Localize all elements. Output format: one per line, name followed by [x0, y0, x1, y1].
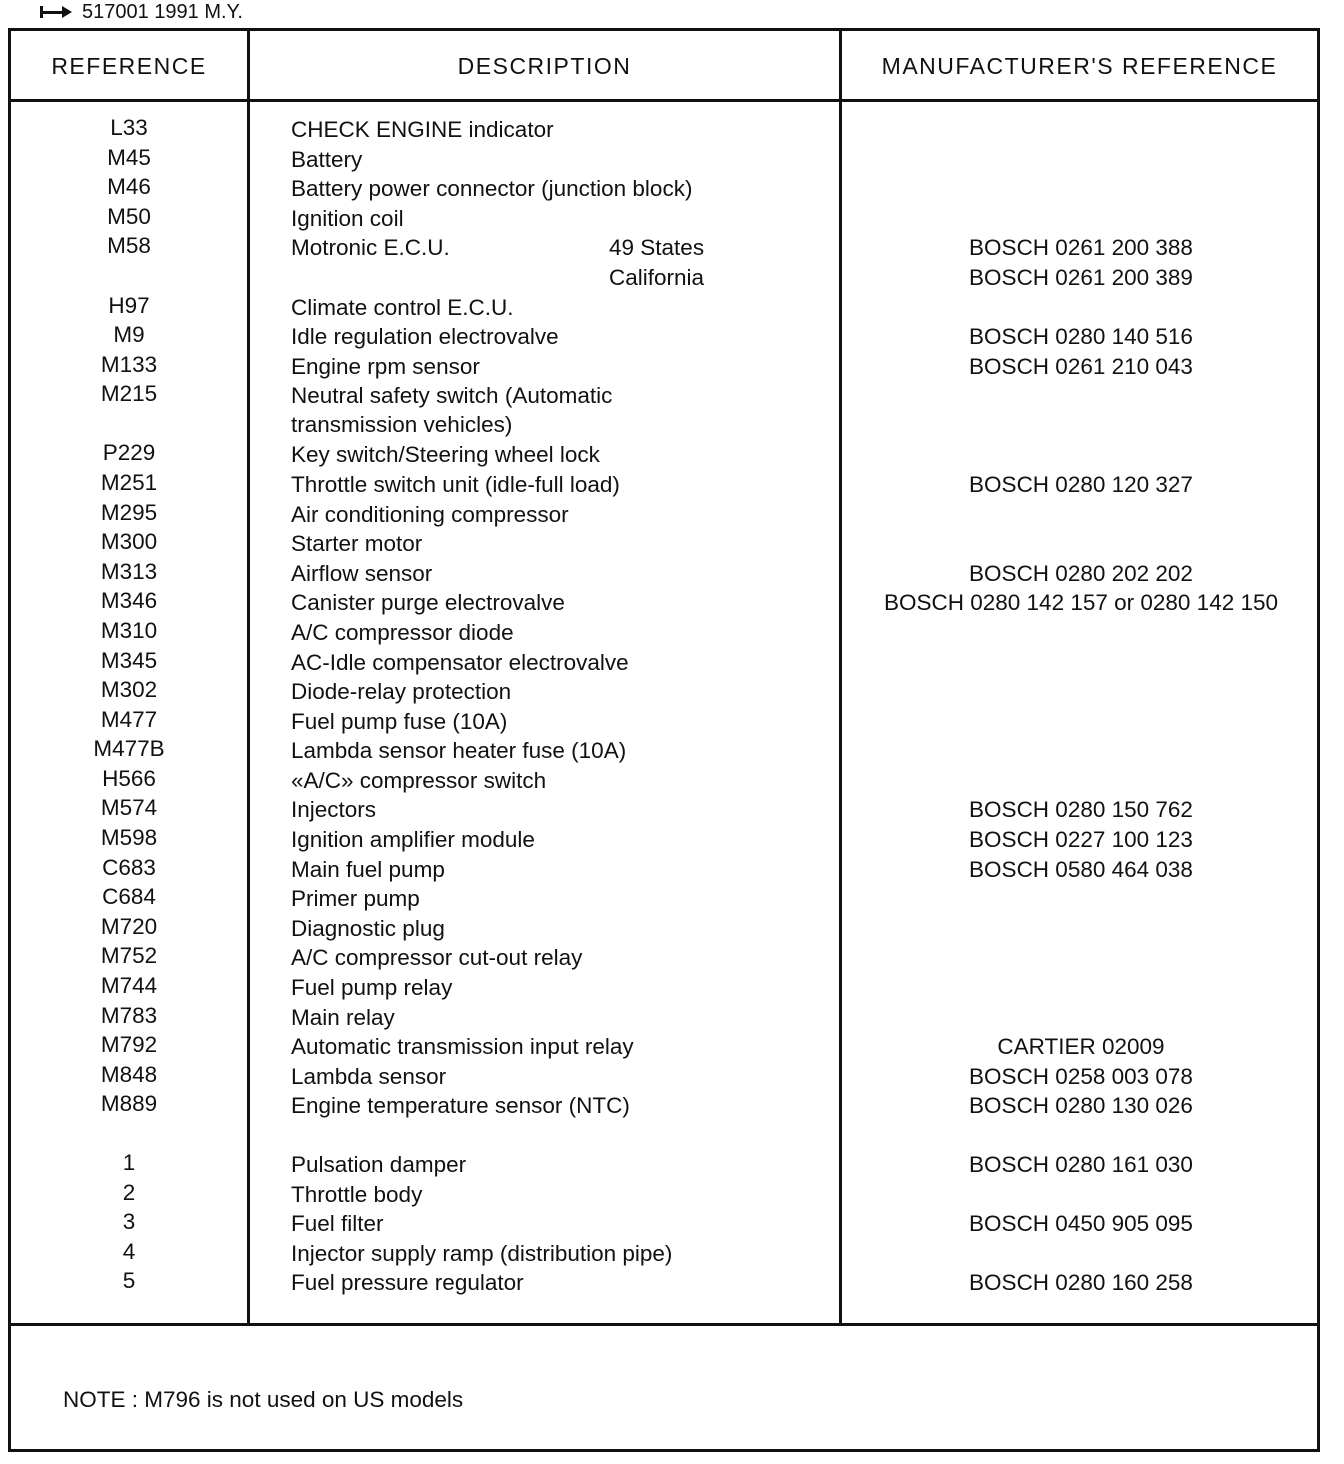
table-row [11, 381, 1317, 440]
row-description: Engine temperature sensor (NTC) [291, 1093, 630, 1119]
table-row [11, 174, 1317, 204]
table-row [11, 943, 1317, 973]
table-row [11, 973, 1317, 1003]
table-body [11, 115, 1317, 1298]
row-description: Lambda sensor [291, 1063, 447, 1089]
row-description: Fuel pump fuse (10A) [291, 708, 508, 734]
table-row [11, 825, 1317, 855]
table-row [11, 618, 1317, 648]
row-reference: M295 [100, 499, 158, 525]
row-description: Throttle body [291, 1181, 423, 1207]
row-description: Fuel pump relay [291, 975, 453, 1001]
table-row [11, 677, 1317, 707]
row-description: Ignition coil [291, 205, 404, 231]
row-description: Primer pump [291, 886, 420, 912]
row-reference: H566 [102, 765, 156, 791]
column-header-manufacturer: MANUFACTURER'S REFERENCE [881, 52, 1278, 79]
table-row [11, 559, 1317, 589]
row-description: Motronic E.C.U. [291, 235, 450, 261]
serial-header [40, 0, 243, 24]
table-row [11, 1239, 1317, 1269]
row-reference: M889 [100, 1091, 158, 1117]
table-row [11, 588, 1317, 618]
row-reference: M9 [113, 322, 145, 348]
row-reference: M720 [100, 913, 158, 939]
table-row [11, 263, 1317, 293]
row-manufacturer-reference: BOSCH 0280 130 026 [969, 1093, 1193, 1119]
row-description: Idle regulation electrovalve [291, 324, 559, 350]
row-description: AC-Idle compensator electrovalve [291, 649, 629, 675]
table-row [11, 115, 1317, 145]
row-reference: H97 [108, 292, 150, 318]
row-reference: M848 [100, 1061, 158, 1087]
row-reference: L33 [110, 115, 148, 140]
row-manufacturer-reference: BOSCH 0580 464 038 [969, 856, 1193, 882]
row-description: Neutral safety switch (Automatic transmission vehicles) [291, 383, 613, 438]
table-row [11, 145, 1317, 175]
table-row [11, 233, 1317, 263]
row-manufacturer-reference: BOSCH 0450 905 095 [969, 1211, 1193, 1237]
row-reference: C684 [102, 884, 156, 910]
row-description: CHECK ENGINE indicator [291, 117, 554, 142]
table-row [11, 470, 1317, 500]
row-description: Key switch/Steering wheel lock [291, 442, 600, 468]
table-row [11, 1209, 1317, 1239]
row-reference: 4 [122, 1238, 136, 1264]
row-manufacturer-reference: BOSCH 0280 142 157 or 0280 142 150 [883, 590, 1279, 616]
row-reference: M792 [100, 1032, 158, 1058]
table-row [11, 1032, 1317, 1062]
row-manufacturer-reference: BOSCH 0280 161 030 [969, 1152, 1193, 1177]
row-description: Lambda sensor heater fuse (10A) [291, 738, 627, 764]
table-row [11, 322, 1317, 352]
table-row [11, 352, 1317, 382]
row-description: «A/C» compressor switch [291, 767, 547, 793]
row-description: Throttle switch unit (idle-full load) [291, 471, 620, 497]
row-manufacturer-reference: BOSCH 0280 150 762 [969, 797, 1193, 823]
row-description: Fuel pressure regulator [291, 1270, 524, 1296]
row-reference: C683 [102, 854, 156, 880]
row-manufacturer-reference: BOSCH 0280 160 258 [969, 1270, 1193, 1296]
row-description: A/C compressor cut-out relay [291, 945, 583, 971]
table-row [11, 293, 1317, 323]
row-description: Diode-relay protection [291, 679, 512, 705]
row-reference: 5 [122, 1268, 136, 1294]
row-description: Main relay [291, 1004, 395, 1030]
row-manufacturer-reference: BOSCH 0261 210 043 [969, 353, 1193, 379]
row-reference: M477B [93, 736, 165, 762]
row-reference: M310 [100, 617, 158, 643]
row-description: Battery [291, 146, 363, 172]
serial-range: 517001 1991 M.Y. [82, 0, 243, 23]
row-description: Injectors [291, 797, 377, 823]
row-description: Battery power connector (junction block) [291, 176, 693, 202]
row-description: Fuel filter [291, 1211, 384, 1237]
row-description: Canister purge electrovalve [291, 590, 565, 616]
row-reference: P229 [102, 440, 156, 466]
parts-table [8, 28, 1320, 1452]
row-reference: M345 [100, 647, 158, 673]
row-reference: M346 [100, 588, 158, 614]
table-row [11, 736, 1317, 766]
row-description: Diagnostic plug [291, 915, 445, 941]
table-row [11, 529, 1317, 559]
table-row [11, 440, 1317, 470]
row-manufacturer-reference: BOSCH 0261 200 389 [969, 264, 1193, 290]
row-reference: M215 [100, 381, 158, 407]
row-reference: M477 [100, 706, 158, 732]
table-row [11, 1091, 1317, 1121]
row-reference: 2 [122, 1179, 136, 1205]
row-description: Engine rpm sensor [291, 353, 480, 379]
table-row [11, 500, 1317, 530]
table-row [11, 1268, 1317, 1298]
table-row [11, 707, 1317, 737]
table-row [11, 795, 1317, 825]
arrow-right-icon [40, 6, 72, 18]
row-description: Main fuel pump [291, 856, 445, 882]
row-manufacturer-reference: BOSCH 0258 003 078 [969, 1063, 1193, 1089]
column-header-reference: REFERENCE [51, 52, 207, 79]
row-reference: M744 [100, 973, 158, 999]
table-row [11, 766, 1317, 796]
row-description: Injector supply ramp (distribution pipe) [291, 1240, 673, 1266]
row-manufacturer-reference: BOSCH 0280 140 516 [969, 324, 1193, 350]
row-description: A/C compressor diode [291, 619, 514, 645]
row-reference: M302 [100, 677, 158, 703]
note-divider [11, 1323, 1317, 1326]
row-reference: M300 [100, 529, 158, 555]
row-manufacturer-reference: BOSCH 0227 100 123 [969, 827, 1193, 853]
row-manufacturer-reference: BOSCH 0280 120 327 [969, 471, 1193, 497]
row-description: Pulsation damper [291, 1152, 467, 1177]
row-reference: M45 [107, 144, 151, 170]
column-header-description: DESCRIPTION [457, 52, 632, 79]
row-description: Air conditioning compressor [291, 501, 569, 527]
row-description: Automatic transmission input relay [291, 1034, 634, 1060]
table-row [11, 1180, 1317, 1210]
row-variant: California [609, 264, 705, 290]
row-manufacturer-reference: BOSCH 0261 200 388 [969, 235, 1193, 261]
footnote: NOTE : M796 is not used on US models [63, 1387, 464, 1412]
row-manufacturer-reference: CARTIER 02009 [997, 1034, 1165, 1060]
row-variant: 49 States [609, 235, 705, 261]
row-reference: 3 [122, 1209, 136, 1235]
table-row [11, 648, 1317, 678]
row-reference: 1 [122, 1150, 136, 1175]
row-description: Airflow sensor [291, 560, 433, 586]
table-row [11, 855, 1317, 885]
table-row [11, 1062, 1317, 1092]
row-description: Ignition amplifier module [291, 827, 535, 853]
row-description: Starter motor [291, 531, 423, 557]
table-row [11, 1150, 1317, 1180]
row-reference: M598 [100, 825, 158, 851]
row-description: Climate control E.C.U. [291, 294, 514, 320]
table-row [11, 204, 1317, 234]
row-reference: M50 [107, 203, 151, 229]
table-row [11, 1003, 1317, 1033]
row-reference: M783 [100, 1002, 158, 1028]
row-reference: M251 [100, 469, 158, 495]
row-reference: M46 [107, 174, 151, 200]
row-reference: M133 [100, 351, 158, 377]
row-reference: M574 [100, 795, 158, 821]
table-row [11, 914, 1317, 944]
row-reference: M313 [100, 558, 158, 584]
table-row [11, 884, 1317, 914]
row-reference: M752 [100, 943, 158, 969]
row-reference: M58 [107, 233, 151, 259]
row-manufacturer-reference: BOSCH 0280 202 202 [969, 560, 1193, 586]
